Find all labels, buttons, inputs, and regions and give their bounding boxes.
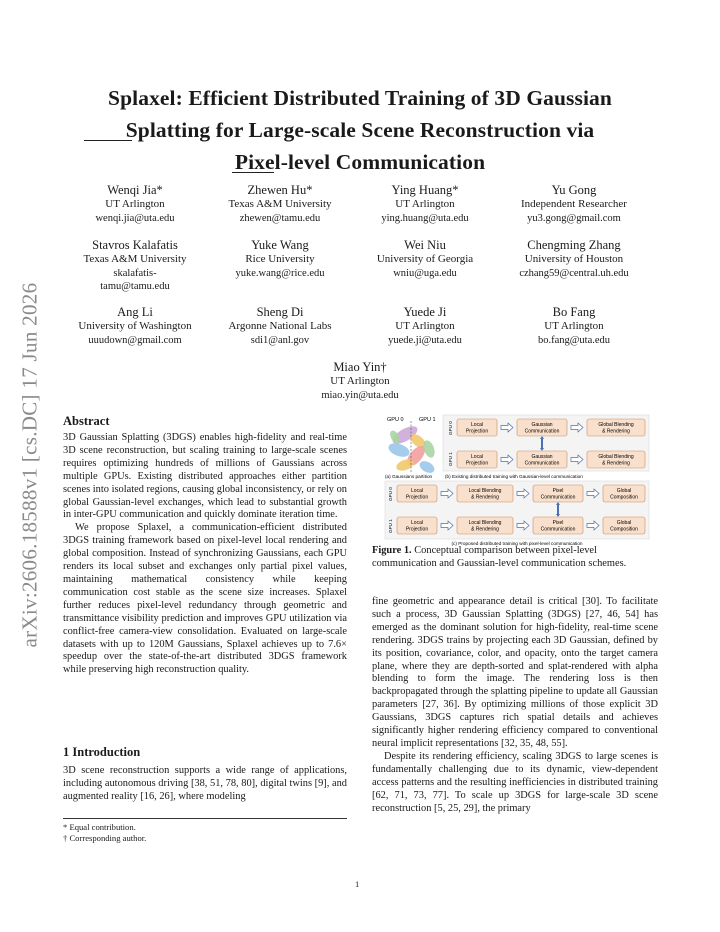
panel-b-gpu0-label: GPU 0 [448,421,453,435]
author-entry [60,182,210,225]
subcaption-c: (c) Proposed distributed training with pixel-level communication [451,541,583,546]
footnote-rule [63,818,347,819]
svg-text:Gaussian: Gaussian [531,422,553,428]
author-affiliation: Texas A&M University [228,198,332,210]
author-affiliation: UT Arlington [544,320,604,332]
author-name: Wei Niu [404,238,446,252]
svg-text:Global Blending: Global Blending [598,422,634,428]
author-name: Ying Huang* [391,183,459,197]
author-affiliation: UT Arlington [395,320,455,332]
panel-b-row-gpu1 [457,451,645,468]
svg-text:Local Blending: Local Blending [468,520,502,526]
svg-text:& Rendering: & Rendering [602,460,630,467]
author-entry [499,182,649,225]
svg-text:Communication: Communication [524,460,560,467]
author-entry [350,304,500,347]
author-affiliation: Rice University [245,253,315,265]
author-entry [60,304,210,347]
author-name: Wenqi Jia* [107,183,163,197]
author-email[interactable]: bo.fang@uta.edu [537,334,611,346]
arxiv-identifier: arXiv:2606.18588v1 [cs.DC] 17 Jun 2026 [17,282,42,648]
author-email[interactable]: wniu@uga.edu [393,267,457,279]
title-underline-2 [232,172,274,173]
figure-caption-text: Conceptual comparison between pixel-level communication and Gaussian-level communication schemes. [372,545,627,569]
svg-text:Projection: Projection [405,494,429,501]
svg-text:Global: Global [616,520,632,526]
title-line-1: Splaxel: Efficient Distributed Training of 3D Gaussian [108,86,612,110]
svg-text:Local: Local [411,520,423,526]
author-affiliation: UT Arlington [105,198,165,210]
svg-text:Gaussian: Gaussian [531,454,553,460]
figure-1-caption [372,545,658,571]
author-affiliation: UT Arlington [330,375,390,387]
author-email[interactable]: czhang59@central.uh.edu [519,267,629,279]
right-column-body [372,596,658,815]
author-name: Ang Li [117,305,153,319]
svg-text:Projection: Projection [465,460,489,467]
author-email[interactable]: uuudown@gmail.com [88,334,182,346]
figure-1-diagram [383,413,651,548]
title-underline-1 [84,140,132,141]
author-name: Zhewen Hu* [247,183,313,197]
author-affiliation: Texas A&M University [83,253,187,265]
svg-text:Local: Local [471,454,483,460]
author-affiliation: University of Washington [78,320,192,332]
author-email[interactable]: wenqi.jia@uta.edu [95,212,175,224]
svg-text:Communication: Communication [524,428,560,435]
author-name: Stavros Kalafatis [92,238,178,252]
author-name: Yuede Ji [403,305,447,319]
svg-text:Pixel: Pixel [552,520,564,526]
author-email[interactable]: yu3.gong@gmail.com [527,212,621,224]
intro-body [63,765,347,804]
svg-text:Local: Local [471,422,483,428]
author-entry [205,182,355,225]
title-line-3: Pixel-level Communication [234,150,486,174]
svg-text:Global Blending: Global Blending [598,454,634,460]
right-paragraph-2: Despite its rendering efficiency, scaling 3DGS to large scenes is fundamentally challenging due to its dynamic, view-dependent access patterns and the resulting inefficiencies in distributed training [62, 71, 73, 77]. To scale up 3DGS for large-scale 3D scene reconstruction [5, 25, 29], the primary [372,750,658,814]
author-entry [350,237,500,280]
intro-heading: 1 Introduction [63,745,141,759]
author-name: Yuke Wang [251,238,309,252]
author-email[interactable]: ying.huang@uta.edu [381,212,469,224]
author-affiliation: University of Georgia [376,253,474,265]
author-affiliation: UT Arlington [395,198,455,210]
right-paragraph-1: fine geometric and appearance detail is critical [30]. To facilitate such a process, 3D Gaussian Splatting (3DGS) [27, 46, 54] has emerged as the dominant solution for high-fidelity, real-time scene rendering. 3DGS trains by projecting each 3D Gaussian, defined by its position, covariance, color, and opacity, onto the target camera plane, where they are depth-sorted and splat-rendered with alpha blending to form the image. The rendering loss is then backpropagated through the splatting pipeline to update all Gaussian parameters [27, 36]. By optimizing millions of those explicit 3D Gaussians, 3DGS captures rich spatial details and achieves significantly higher rendering efficiency compared to conventional neural implicit representations [32, 35, 48, 55]. [372,596,658,749]
abstract-paragraph-2: We propose Splaxel, a communication-efficient distributed 3DGS training framework based on pixel-level local rendering and global composition. Instead of synchronizing Gaussians, each GPU renders its local subset and exchanges only partial pixel values, maintaining mathematical consistency while keeping communication cost stable as the scene size increases. Splaxel further reduces pixel-level redundancy through geometric and transmittance visibility prediction and improves GPU utilization via conflict-free camera-view consolidation. Evaluated on large-scale datasets with up to 120M Gaussians, Splaxel achieves up to 7.6× speedup over the state-of-the-art distributed 3DGS framework while preserving high reconstruction quality. [63,522,347,676]
panel-c-gpu0-label: GPU 0 [388,487,393,501]
author-affiliation: University of Houston [524,253,624,265]
svg-text:Composition: Composition [610,494,638,501]
paper-title [40,82,680,178]
abstract-heading: Abstract [63,414,110,428]
author-email[interactable]: yuede.ji@uta.edu [388,334,462,346]
svg-text:Communication: Communication [540,494,576,501]
author-entry [60,237,210,294]
figure-caption-label: Figure 1. [372,545,412,556]
svg-text:Pixel: Pixel [552,488,564,494]
author-email[interactable]: yuke.wang@rice.edu [235,267,325,279]
author-name: Bo Fang [552,305,596,319]
subcaption-a: (a) Gaussians partition [385,474,433,479]
author-name: Yu Gong [551,183,597,197]
author-name: Chengming Zhang [527,238,621,252]
author-entry [499,304,649,347]
gpu1-label: GPU 1 [419,417,436,423]
author-email[interactable]: skalafatis- [113,267,157,279]
panel-b-row-gpu0 [457,419,645,436]
panel-b-gpu1-label: GPU 1 [448,452,453,466]
author-entry [499,237,649,280]
gaussians-partition-illustration [387,421,437,475]
svg-text:Projection: Projection [465,428,489,435]
footnote-2: † Corresponding author. [63,833,147,843]
svg-text:Global: Global [616,488,632,494]
gpu0-label: GPU 0 [387,417,404,423]
author-email[interactable]: zhewen@tamu.edu [239,212,321,224]
author-name: Miao Yin† [333,360,387,374]
author-entry [205,237,355,280]
author-entry [205,304,355,347]
svg-text:& Rendering: & Rendering [602,428,630,435]
intro-paragraph-1: 3D scene reconstruction supports a wide range of applications, including autonomous driving [38, 51, 78, 80], digital twins [9], and augmented reality [16, 26], where modeling [63,765,347,802]
footnote-1: * Equal contribution. [63,822,136,832]
svg-text:Local Blending: Local Blending [468,488,502,494]
author-affiliation: Argonne National Labs [228,320,332,332]
svg-text:Communication: Communication [540,526,576,533]
svg-text:Projection: Projection [405,526,429,533]
author-name: Sheng Di [256,305,304,319]
author-email-cont[interactable]: tamu@tamu.edu [100,281,170,292]
title-line-2: Splatting for Large-scale Scene Reconstruction via [125,118,595,142]
svg-text:Composition: Composition [610,526,638,533]
author-affiliation: Independent Researcher [521,198,627,210]
abstract-paragraph-1: 3D Gaussian Splatting (3DGS) enables high-fidelity and real-time 3D scene reconstruction, but scaling training to large-scale scenes requires optimizing hundreds of millions of Gaussians across multiple GPUs. Existing distributed approaches either partition scenes into isolated regions, causing global inconsistency, or rely on global Gaussian-level exchanges, which lead to substantial growth in inter-GPU communication and quickly dominate iteration time. [63,432,347,521]
panel-c-gpu1-label: GPU 1 [388,519,393,533]
page-number: 1 [355,879,360,889]
svg-text:Local: Local [411,488,423,494]
author-entry [350,182,500,225]
svg-text:& Rendering: & Rendering [471,526,499,533]
subcaption-b: (b) Existing distributed training with Gaussian-level communication [445,474,583,479]
svg-text:& Rendering: & Rendering [471,494,499,501]
author-email[interactable]: miao.yin@uta.edu [321,389,399,401]
author-email[interactable]: sdi1@anl.gov [250,334,310,346]
abstract-body [63,432,347,677]
author-entry [285,359,435,402]
